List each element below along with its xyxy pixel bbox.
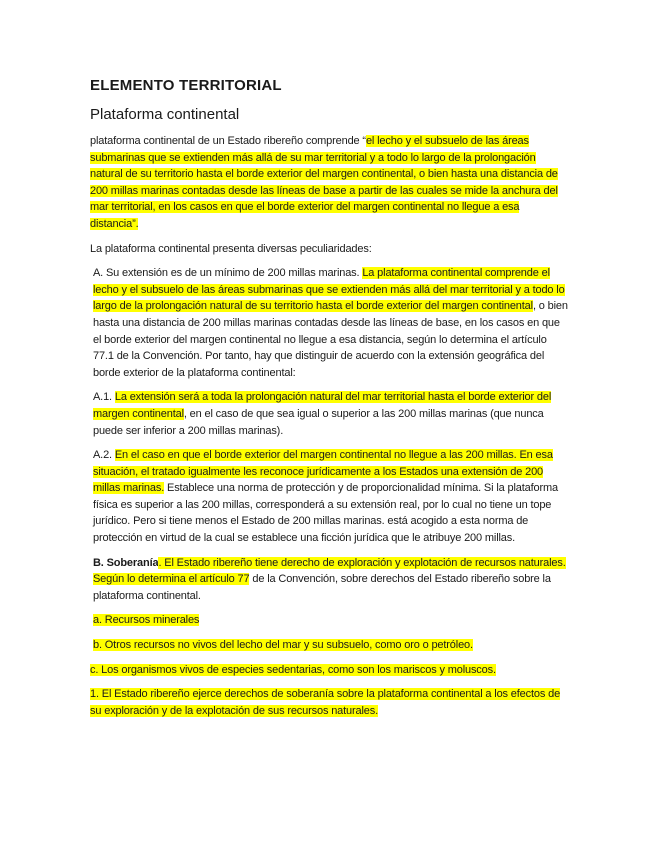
paragraph-extension-lead: A. Su extensión es de un mínimo de 200 millas marinas. [93, 267, 363, 280]
paragraph-a1-tail: , en el caso de que sea igual o superior a las 200 millas marinas (que nunca puede ser inferior a 200 millas marinas). [93, 407, 544, 437]
paragraph-sovereignty [90, 555, 568, 605]
list-item-1-text: 1. El Estado ribereño ejerce derechos de soberanía sobre la plataforma continental a los efectos de su exploración y de la explotación de sus recursos naturales. [90, 688, 561, 717]
paragraph-a2-lead: A.2. [93, 449, 115, 462]
list-item-c-text: c. Los organismos vivos de especies sedentarias, como son los mariscos y moluscos. [90, 663, 496, 676]
paragraph-definition [90, 133, 568, 233]
paragraph-a2-tail: Establece una norma de protección y de proporcionalidad mínima. Si la plataforma física es superior a las 200 millas, corresponderá a su extensión real, por lo cual no tiene un tope jurídico. Pero si tiene menos el Estado de 200 millas marinas. está acogido a esta norma de protección en virtud de la cual se establece una ficción jurídica que le atribuye 200 millas. [93, 482, 558, 545]
list-item-a [90, 612, 568, 629]
paragraph-a2 [90, 447, 568, 547]
paragraph-a1 [90, 389, 568, 439]
list-item-b-text: b. Otros recursos no vivos del lecho del mar y su subsuelo, como oro o petróleo. [93, 639, 473, 652]
list-item-b [90, 637, 568, 654]
document-page [90, 76, 568, 727]
paragraph-a2-highlight: En el caso en que el borde exterior del margen continental no llegue a las 200 millas. En esa situación, el tratado igualmente les reconoce jurídicamente a los Estados una extensión de 200 millas marinas. [93, 449, 553, 495]
paragraph-extension-tail: , o bien hasta una distancia de 200 millas marinas contadas desde las líneas de base, en los casos en que el borde exterior del margen continental no llegue a esa distancia, según lo determina el artículo 77.1 de la Convención. Por tanto, hay que distinguir de acuerdo con la extensión geográfica del borde exterior de la plataforma continental: [93, 300, 568, 379]
section-heading: ELEMENTO TERRITORIAL [90, 77, 282, 94]
list-item-1 [90, 686, 568, 719]
paragraph-extension [90, 265, 568, 381]
paragraph-peculiarities: La plataforma continental presenta diversas peculiaridades: [90, 242, 372, 255]
paragraph-a1-lead: A.1. [93, 391, 115, 404]
paragraph-definition-highlight: el lecho y el subsuelo de las áreas submarinas que se extienden más allá de su mar territorial y a todo lo largo de la prolongación natural de su territorio hasta el borde exterior del margen continental, o bien hasta una distancia de 200 millas marinas contadas desde las líneas de base a partir de las cuales se mide la anchura del mar territorial, en los casos en que el borde exterior del margen continental no llegue a esa distancia”. [90, 135, 558, 230]
list-item-c [90, 662, 568, 679]
paragraph-sovereignty-highlight: . El Estado ribereño tiene derecho de exploración y explotación de recursos naturales. Según lo determina el artículo 77 [93, 556, 566, 586]
paragraph-sovereignty-tail: de la Convención, sobre derechos del Estado ribereño sobre la plataforma continental. [93, 573, 551, 602]
paragraph-sovereignty-bold: B. Soberanía [93, 556, 159, 569]
paragraph-extension-highlight: La plataforma continental comprende el lecho y el subsuelo de las áreas submarinas que se extienden más allá del mar territorial y a todo lo largo de la prolongación natural de su territorio hasta el borde exterior del margen continental [93, 267, 565, 313]
section-subheading: Plataforma continental [90, 106, 240, 123]
list-item-a-text: a. Recursos minerales [93, 614, 200, 627]
paragraph-a1-highlight: La extensión será a toda la prolongación natural del mar territorial hasta el borde exterior del margen continental [93, 391, 552, 420]
paragraph-definition-lead: plataforma continental de un Estado ribereño comprende “ [90, 135, 366, 147]
